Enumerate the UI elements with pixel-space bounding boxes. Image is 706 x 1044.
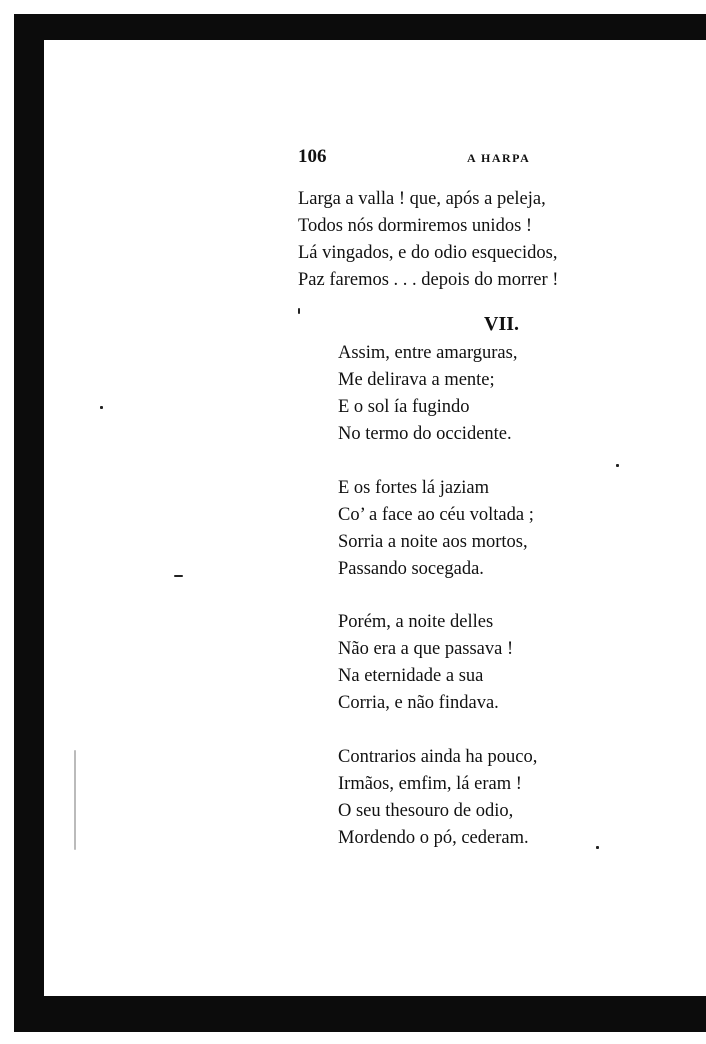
verse-line: O seu thesouro de odio,	[338, 801, 514, 821]
verse-line: Porém, a noite delles	[338, 612, 494, 632]
scan-margin-left	[0, 0, 14, 1044]
scan-speck	[100, 406, 103, 409]
verse-line: Irmãos, emfim, lá eram !	[338, 774, 522, 794]
verse-line: Mordendo o pó, cederam.	[338, 828, 529, 848]
section-heading: VII.	[484, 313, 520, 335]
verse-line: Corria, e não findava.	[338, 693, 499, 713]
verse-line: No termo do occidente.	[338, 424, 512, 444]
verse-line: Sorria a noite aos mortos,	[338, 532, 528, 552]
scan-speck	[174, 575, 183, 577]
stanza-3	[338, 609, 513, 717]
stanza-2	[338, 475, 534, 583]
scan-speck	[298, 308, 300, 314]
verse-line: E o sol ía fugindo	[338, 397, 470, 417]
verse-line: Lá vingados, e do odio esquecidos,	[298, 243, 558, 263]
verse-line: Assim, entre amarguras,	[338, 343, 518, 363]
verse-line: Contrarios ainda ha pouco,	[338, 747, 538, 767]
scan-speck	[596, 846, 599, 849]
opening-stanza	[298, 186, 558, 294]
verse-line: Me delirava a mente;	[338, 370, 495, 390]
verse-line: Não era a que passava !	[338, 639, 514, 659]
stanza-4	[338, 744, 537, 852]
verse-line: Na eternidade a sua	[338, 666, 484, 686]
stanza-1	[338, 340, 517, 448]
scan-margin-bottom	[0, 1032, 706, 1044]
page-paper	[44, 40, 706, 996]
verse-line: Larga a valla ! que, após a peleja,	[298, 189, 546, 209]
scan-speck	[616, 464, 619, 467]
verse-line: Todos nós dormiremos unidos !	[298, 216, 533, 236]
page-number: 106	[298, 146, 327, 167]
verse-line: E os fortes lá jaziam	[338, 478, 490, 498]
verse-line: Co’ a face ao céu voltada ;	[338, 505, 534, 525]
running-title: A HARPA	[467, 151, 531, 165]
verse-line: Paz faremos . . . depois do morrer !	[298, 270, 559, 290]
scan-speck	[74, 750, 76, 850]
verse-line: Passando socegada.	[338, 559, 484, 579]
scan-margin-top	[0, 0, 706, 14]
